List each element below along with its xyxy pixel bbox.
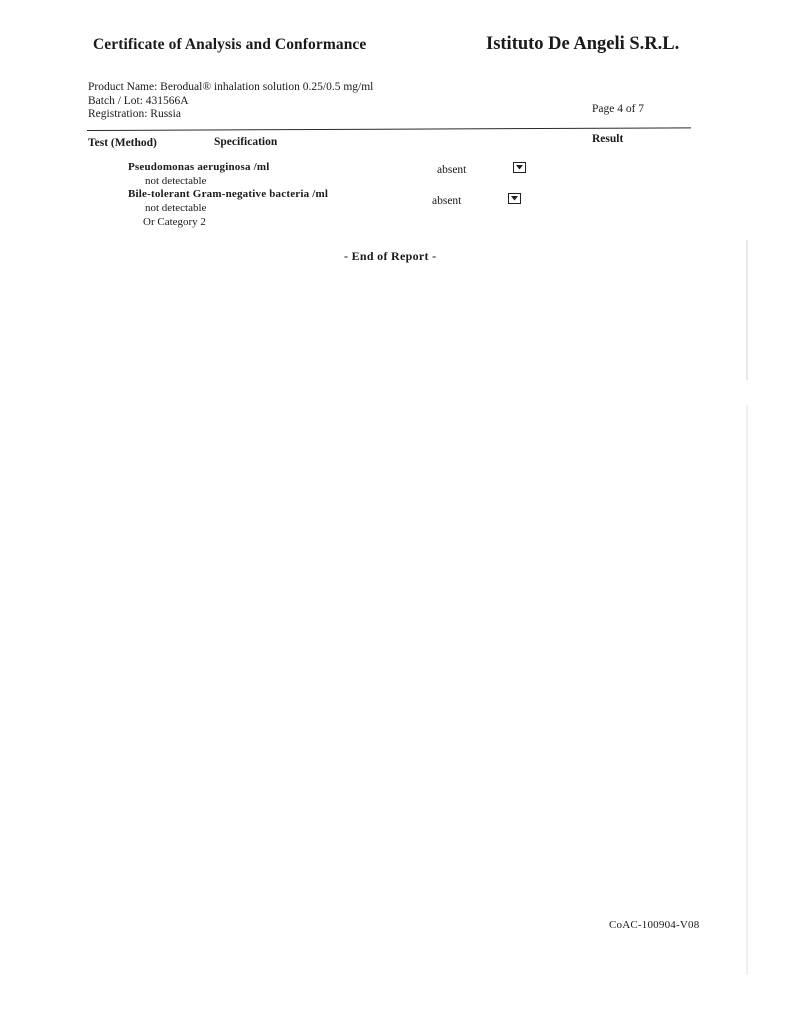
scan-artifact: [746, 240, 748, 380]
result-value: absent: [432, 195, 462, 207]
scan-artifact: [746, 405, 748, 975]
result-value: absent: [437, 164, 467, 176]
product-name: Product Name: Berodual® inhalation solution 0.25/0.5 mg/ml: [88, 81, 374, 93]
column-header-specification: Specification: [214, 136, 278, 148]
document-title: Certificate of Analysis and Conformance: [93, 36, 367, 53]
page-number: Page 4 of 7: [592, 103, 645, 115]
document-code: CoAC-100904-V08: [609, 919, 700, 931]
test-name: Bile-tolerant Gram-negative bacteria /ml: [128, 188, 329, 200]
specification-line: Or Category 2: [143, 216, 206, 228]
chevron-down-icon: [511, 196, 518, 201]
result-dropdown[interactable]: [513, 162, 526, 173]
registration: Registration: Russia: [88, 108, 181, 120]
batch-lot: Batch / Lot: 431566A: [88, 95, 189, 107]
chevron-down-icon: [516, 165, 523, 170]
end-of-report: - End of Report -: [344, 249, 437, 263]
test-name: Pseudomonas aeruginosa /ml: [128, 161, 270, 173]
specification-line: not detectable: [145, 175, 207, 187]
header-divider: [87, 127, 691, 131]
column-header-test: Test (Method): [88, 137, 157, 149]
result-dropdown[interactable]: [508, 193, 521, 204]
company-name: Istituto De Angeli S.R.L.: [486, 34, 680, 54]
specification-line: not detectable: [145, 202, 207, 214]
column-header-result: Result: [592, 133, 624, 145]
